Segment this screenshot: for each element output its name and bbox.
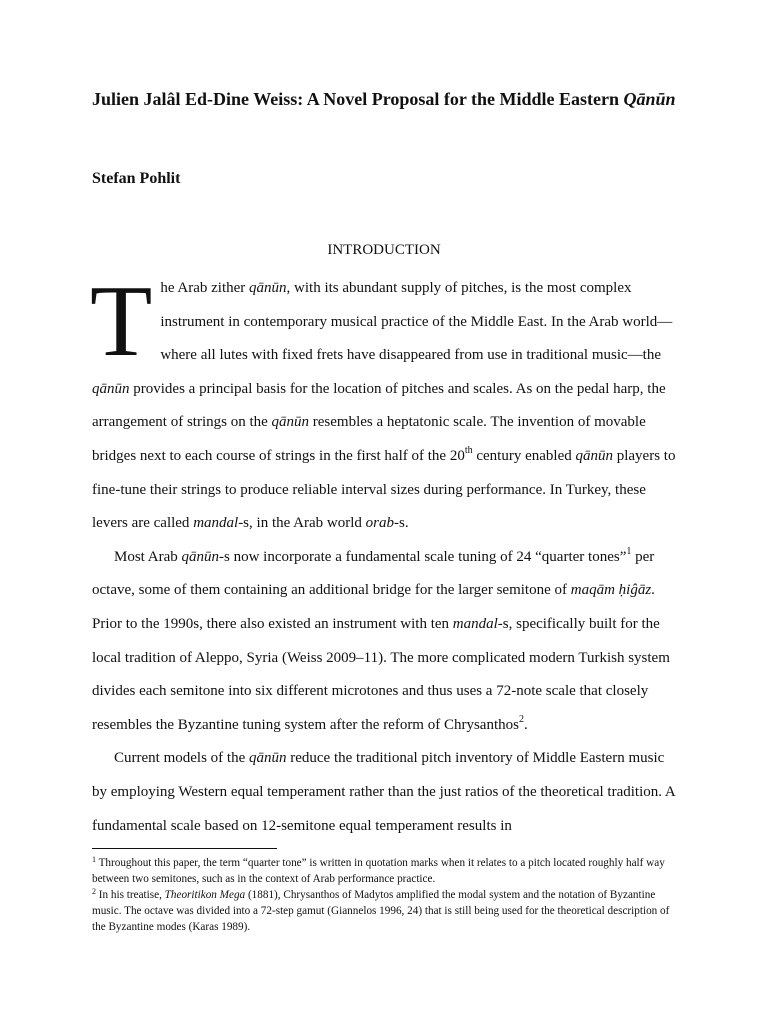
italic-term: qānūn [181,548,219,565]
section-heading: INTRODUCTION [327,242,441,258]
footnote-text: (1881), Chrysanthos of Madytos amplified the modal system and the notation of Byzantine music. The octave was divided into a 72-step gamut (Giannelos 1996, 24) that is still being used for the theoretical description of the Byzantine modes (Karas 1989). [92,889,670,933]
italic-term: maqām ḥiĝāz [570,582,652,599]
italic-term: qānūn [575,447,613,464]
text-run: . [523,716,528,733]
footnote-number: 1 [92,855,96,864]
italic-term: orab [365,515,395,532]
text-run: . Prior to the 1990s, there also existed an instrument with ten [92,582,655,632]
footnote-ref-1[interactable]: 1 [626,545,632,557]
footnote-2 [92,887,682,935]
text-run: Current models of the [114,750,249,767]
title-text: Julien Jalâl Ed-Dine Weiss: A Novel Proposal for the Middle Eastern [92,89,624,109]
paragraph-3 [92,742,676,843]
text-run: per octave, some of them containing an additional bridge for the larger semitone of [92,548,655,599]
text-run: -s now incorporate a fundamental scale tuning of 24 “quarter tones” [219,548,627,565]
italic-term: qānūn [249,280,287,296]
text-run: -s, specifically built for the local tradition of Aleppo, Syria (Weiss 2009–11). The more complicated modern Turkish system divides each semitone into six different microtones and thus uses a 72-note scale that closely resembles the Byzantine tuning system after the reform of Chrysanthos [92,615,670,733]
text-run: century enabled [472,447,576,464]
italic-term: mandal [193,515,239,532]
text-run: reduce the traditional pitch inventory of Middle Eastern music by employing Western equal temperament rather than the just ratios of the theoretical tradition. A fundamental scale based on 12-semitone equal temperament results in [92,750,675,834]
italic-term: qānūn [248,750,287,767]
text-run: , with its abundant supply of pitches, is the most complex instrument in contemporary musical practice of the Middle East. In the Arab world—where all lutes with fixed frets have disappeared from use in traditional music—the [160,280,673,364]
text-run: Most Arab [114,548,182,565]
drop-cap: T [90,265,153,378]
title-italic-word: Qānūn [623,89,676,109]
paragraph-1 [90,265,676,541]
superscript: th [464,444,473,456]
text-run: provides a principal basis for the location of pitches and scales. As on the pedal harp, the arrangement of strings on the [92,380,666,431]
paper-title [92,86,692,112]
body-text [90,265,676,843]
footnote-ref-2[interactable]: 2 [518,713,524,725]
footnote-separator [92,848,277,849]
text-run: he Arab zither [160,280,250,296]
footnote-text: In his treatise, [96,889,165,901]
italic-term: mandal [452,615,498,632]
footnote-1 [92,855,682,887]
footnotes [92,855,682,935]
footnote-text: Throughout this paper, the term “quarter tone” is written in quotation marks when it relates to a pitch located roughly half way between two semitones, such as in the context of Arab performance practice. [92,857,665,885]
text-run: -s, in the Arab world [238,515,366,532]
italic-term: qānūn [271,414,310,431]
italic-title: Theoritikon Mega [164,889,246,901]
text-run: resembles a heptatonic scale. The invention of movable bridges next to each course of strings in the first half of the 20 [92,414,646,464]
footnote-number: 2 [92,887,96,896]
text-run: -s. [394,515,409,532]
italic-term: qānūn [92,380,130,397]
paragraph-2 [92,541,676,743]
author-name: Stefan Pohlit [92,170,181,187]
text-run: players to fine-tune their strings to produce reliable interval sizes during performance. In Turkey, these levers are called [92,447,676,532]
